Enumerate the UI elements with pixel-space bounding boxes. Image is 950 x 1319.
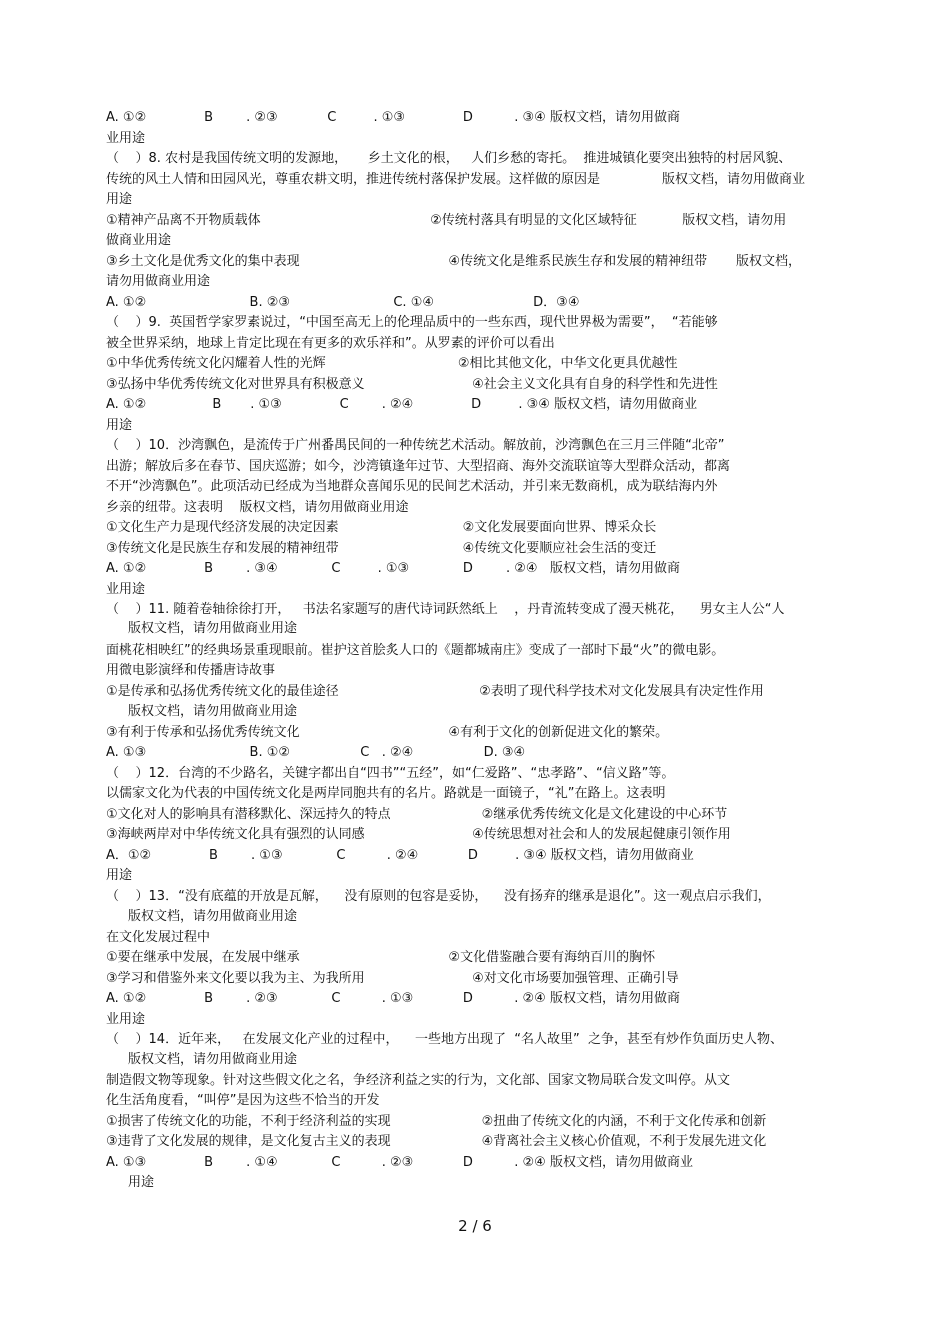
question-10-line: 不开“沙湾飘色”。此项活动已经成为当地群众喜闻乐见的民间艺术活动，并引来无数商机，成为联结海内外 [106,479,718,494]
question-13-line: 在文化发展过程中 [106,930,211,945]
answer-options-line: A. ①② B . ③④ C . ①③ D . ②④ 版权文档，请勿用做商 [106,561,680,576]
question-8-line: （ ）8. 农村是我国传统文明的发源地， 乡土文化的根， 人们乡愁的寄托。 推进城镇化要突出独特的村居风貌、 [106,151,792,166]
choice-line: ③学习和借鉴外来文化要以我为主、为我所用 ④对文化市场要加强管理、正确引导 [106,971,679,986]
watermark-continuation: 用途 [106,418,133,433]
question-14-line: 制造假文物等现象。针对这些假文化之名，争经济利益之实的行为，文化部、国家文物局联合发文叫停。从文 [106,1073,731,1088]
choice-line: ③乡土文化是优秀文化的集中表现 ④传统文化是维系民族生存和发展的精神纽带 版权文档， [106,254,801,269]
choice-line: ③弘扬中华优秀传统文化对世界具有积极意义 ④社会主义文化具有自身的科学性和先进性 [106,377,718,392]
page-number: 2 / 6 [458,1217,492,1235]
answer-options-line: A. ①② B . ②③ C . ①③ D . ②④ 版权文档，请勿用做商 [106,991,680,1006]
choice-line: ③违背了文化发展的规律，是文化复古主义的表现 ④背离社会主义核心价值观，不利于发展先进文化 [106,1134,767,1149]
answer-options-line: A．①② B . ①③ C . ②④ D . ③④ 版权文档，请勿用做商业 [106,848,694,863]
choice-line: ③海峡两岸对中华传统文化具有强烈的认同感 ④传统思想对社会和人的发展起健康引领作用 [106,827,731,842]
answer-options-line: A. ①② B. ②③ C. ①④ D．③④ [106,295,580,310]
choice-line: ①中华优秀传统文化闪耀着人性的光辉 ②相比其他文化，中华文化更具优越性 [106,356,678,371]
question-9-line: （ ）9. 英国哲学家罗素说过，“中国至高无上的伦理品质中的一些东西，现代世界极为需要”， “若能够 [106,315,718,330]
question-12-line: （ ）12．台湾的不少路名，关键字都出自“四书”“五经”，如“仁爱路”、“忠孝路”、“信义路”等。 [106,766,675,781]
question-12-line: 以儒家文化为代表的中国传统文化是两岸同胞共有的名片。路就是一面镜子，“礼”在路上。这表明 [106,786,666,801]
watermark-continuation: 业用途 [106,582,146,597]
choice-line: ①文化生产力是现代经济发展的决定因素 ②文化发展要面向世界、博采众长 [106,520,657,535]
watermark-continuation: 业用途 [106,1012,146,1027]
answer-options-line: A. ①② B . ②③ C . ①③ D . ③④ 版权文档，请勿用做商 [106,110,680,125]
watermark-continuation: 请勿用做商业用途 [106,274,211,289]
question-10-line: （ ）10．沙湾飘色，是流传于广州番禺民间的一种传统艺术活动。解放前，沙湾飘色在三月三伴随“北帝” [106,438,725,453]
choice-line: ①是传承和弘扬优秀传统文化的最佳途径 ②表明了现代科学技术对文化发展具有决定性作用 [106,684,764,699]
answer-options-line: A. ①③ B . ①④ C . ②③ D . ②④ 版权文档，请勿用做商业 [106,1155,693,1170]
watermark-line: 版权文档，请勿用做商业用途 [128,621,298,636]
answer-options-line: A. ①③ B. ①② C . ②④ D. ③④ [106,745,526,760]
watermark-continuation: 用途 [128,1175,155,1190]
question-11-line: 用微电影演绎和传播唐诗故事 [106,663,276,678]
question-10-line: 出游；解放后多在春节、国庆巡游；如今，沙湾镇逢年过节、大型招商、海外交流联谊等大型群众活动，都离 [106,459,731,474]
watermark-continuation: 做商业用途 [106,233,172,248]
watermark-line: 版权文档，请勿用做商业用途 [128,909,298,924]
choice-line: ①要在继承中发展，在发展中继承 ②文化借鉴融合要有海纳百川的胸怀 [106,950,656,965]
watermark-continuation: 业用途 [106,131,146,146]
question-11-line: （ ）11. 随着卷轴徐徐打开， 书法名家题写的唐代诗词跃然纸上 ，丹青流转变成了漫天桃花， 男女主人公“人 [106,602,785,617]
answer-options-line: A. ①② B . ①③ C . ②④ D . ③④ 版权文档，请勿用做商业 [106,397,698,412]
choice-line: ①文化对人的影响具有潜移默化、深远持久的特点 ②继承优秀传统文化是文化建设的中心环节 [106,807,728,822]
question-8-line: 传统的风土人情和田园风光，尊重农耕文明，推进传统村落保护发展。这样做的原因是 版权文档，请勿用做商业 [106,172,805,187]
choice-line: ①精神产品离不开物质载体 ②传统村落具有明显的文化区域特征 版权文档，请勿用 [106,213,787,228]
watermark-continuation: 用途 [106,868,133,883]
choice-line: ①损害了传统文化的功能，不利于经济利益的实现 ②扭曲了传统文化的内涵，不利于文化传承和创新 [106,1114,767,1129]
question-11-line: 面桃花相映红”的经典场景重现眼前。崔护这首脍炙人口的《题都城南庄》变成了一部时下最“火”的微电影。 [106,643,725,658]
question-13-line: （ ）13．“没有底蕴的开放是瓦解， 没有原则的包容是妥协， 没有扬弃的继承是退化”。这一观点启示我们， [106,889,771,904]
watermark-continuation: 用途 [106,192,133,207]
choice-line: ③有利于传承和弘扬优秀传统文化 ④有利于文化的创新促进文化的繁荣。 [106,725,669,740]
watermark-line: 版权文档，请勿用做商业用途 [128,704,298,719]
question-14-line: （ ）14．近年来， 在发展文化产业的过程中， 一些地方出现了 “名人故里” 之争，甚至有炒作负面历史人物、 [106,1032,783,1047]
choice-line: ③传统文化是民族生存和发展的精神纽带 ④传统文化要顺应社会生活的变迁 [106,541,657,556]
question-14-line: 化生活角度看，“叫停”是因为这些不恰当的开发 [106,1093,380,1108]
watermark-line: 版权文档，请勿用做商业用途 [128,1052,298,1067]
question-10-line: 乡亲的纽带。这表明 版权文档，请勿用做商业用途 [106,500,409,515]
question-9-line: 被全世界采纳，地球上肯定比现在有更多的欢乐祥和”。从罗素的评价可以看出 [106,336,555,351]
